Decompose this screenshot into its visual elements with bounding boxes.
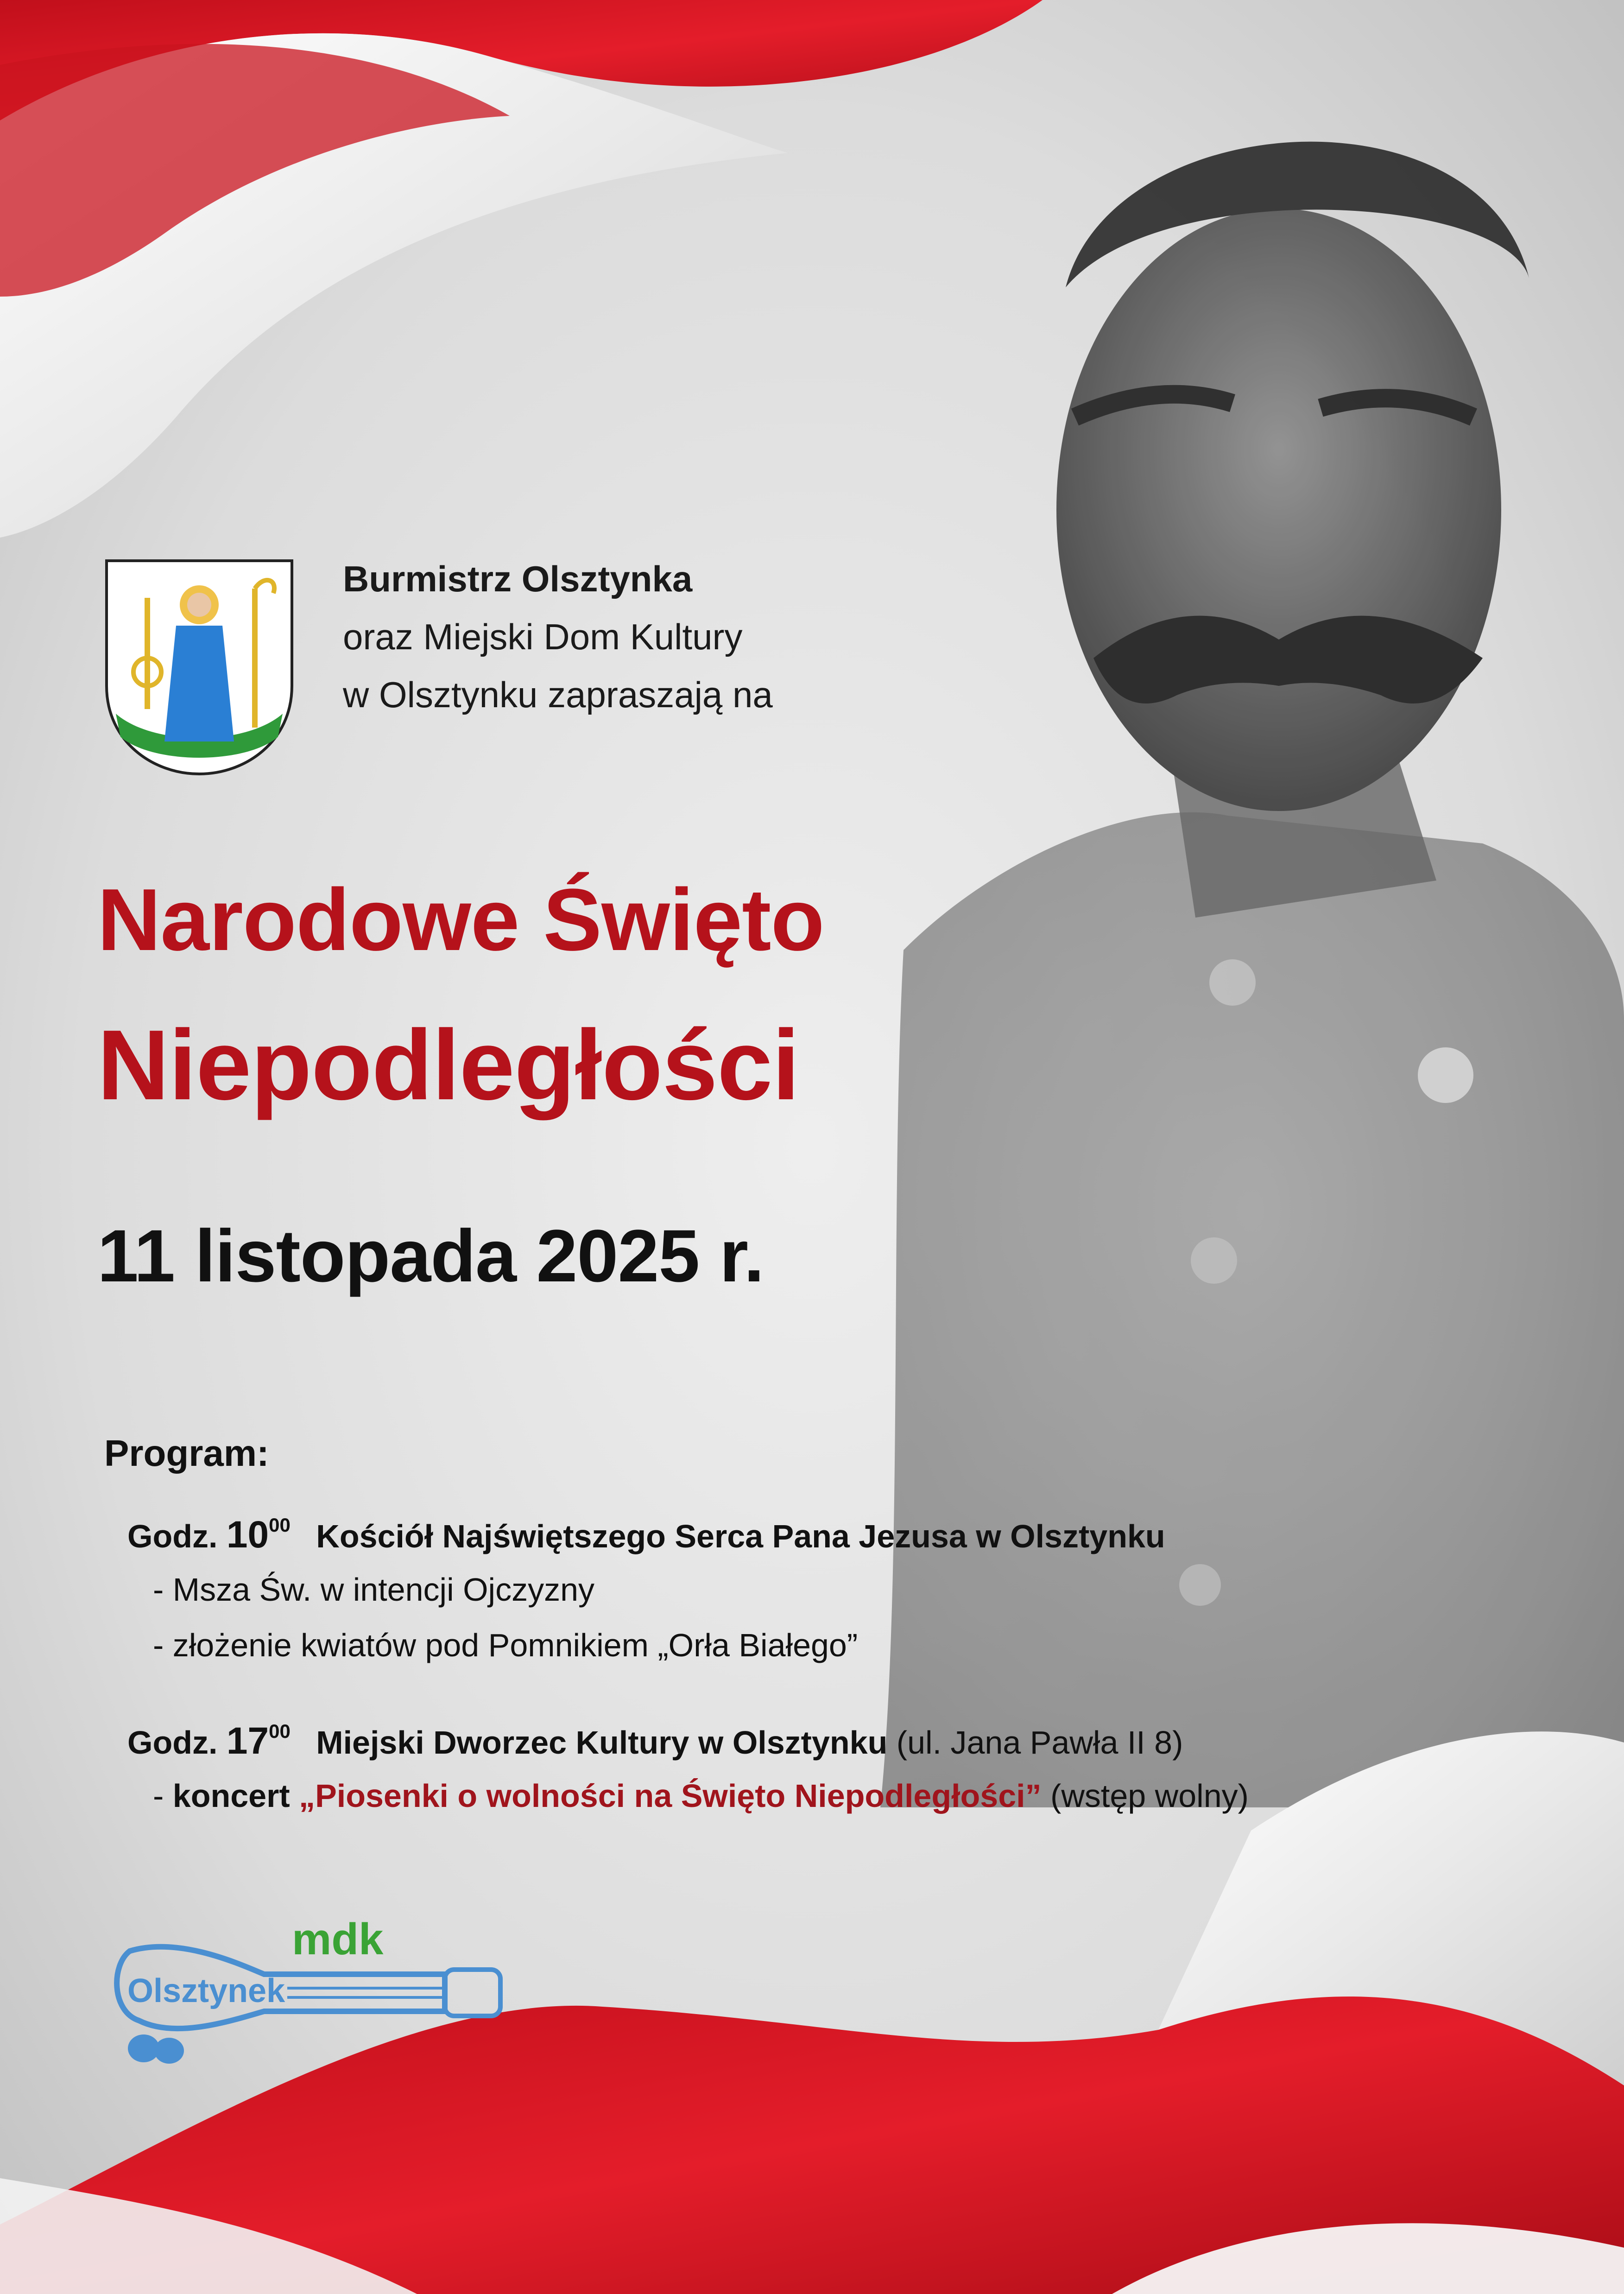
event-1-item-2: - złożenie kwiatów pod Pomnikiem „Orła Białego”: [153, 1627, 858, 1663]
event-2-prefix: Godz.: [127, 1724, 227, 1761]
event-date: 11 listopada 2025 r.: [97, 1214, 764, 1297]
event-2-place: Miejski Dworzec Kultury w Olsztynku: [316, 1724, 888, 1761]
organizer-line-3: w Olsztynku zapraszają na: [343, 674, 773, 715]
event-2-minutes: 00: [269, 1720, 291, 1742]
event-title-line-2: Niepodległości: [97, 1009, 800, 1121]
event-2-item: [153, 1780, 1249, 1812]
program-label: Program:: [104, 1432, 269, 1474]
event-1-minutes: 00: [269, 1514, 291, 1536]
event-2-address: (ul. Jana Pawła II 8): [896, 1724, 1183, 1761]
event-1-item-1: - Msza Św. w intencji Ojczyzny: [153, 1572, 594, 1608]
event-2-item-note: (wstęp wolny): [1050, 1778, 1249, 1814]
event-1-hour: 10: [226, 1514, 269, 1556]
logo-town-text: Olsztynek: [127, 1972, 285, 2009]
event-title-line-1: Narodowe Święto: [97, 871, 824, 969]
event-2-hour: 17: [226, 1720, 269, 1762]
organizer-line-2: oraz Miejski Dom Kultury: [343, 616, 743, 657]
logo-mdk-text: mdk: [292, 1914, 384, 1964]
event-1-prefix: Godz.: [127, 1518, 227, 1554]
program-event-1-heading: [127, 1515, 1165, 1554]
event-2-item-title: „Piosenki o wolności na Święto Niepodległości”: [299, 1778, 1042, 1814]
program-event-2-heading: [127, 1722, 1183, 1760]
organizer-line-1: Burmistrz Olsztynka: [343, 558, 693, 599]
event-2-item-dash: -: [153, 1778, 173, 1814]
event-1-place: Kościół Najświętszego Serca Pana Jezusa w Olsztynku: [316, 1518, 1165, 1554]
event-2-item-bold: koncert: [172, 1778, 299, 1814]
